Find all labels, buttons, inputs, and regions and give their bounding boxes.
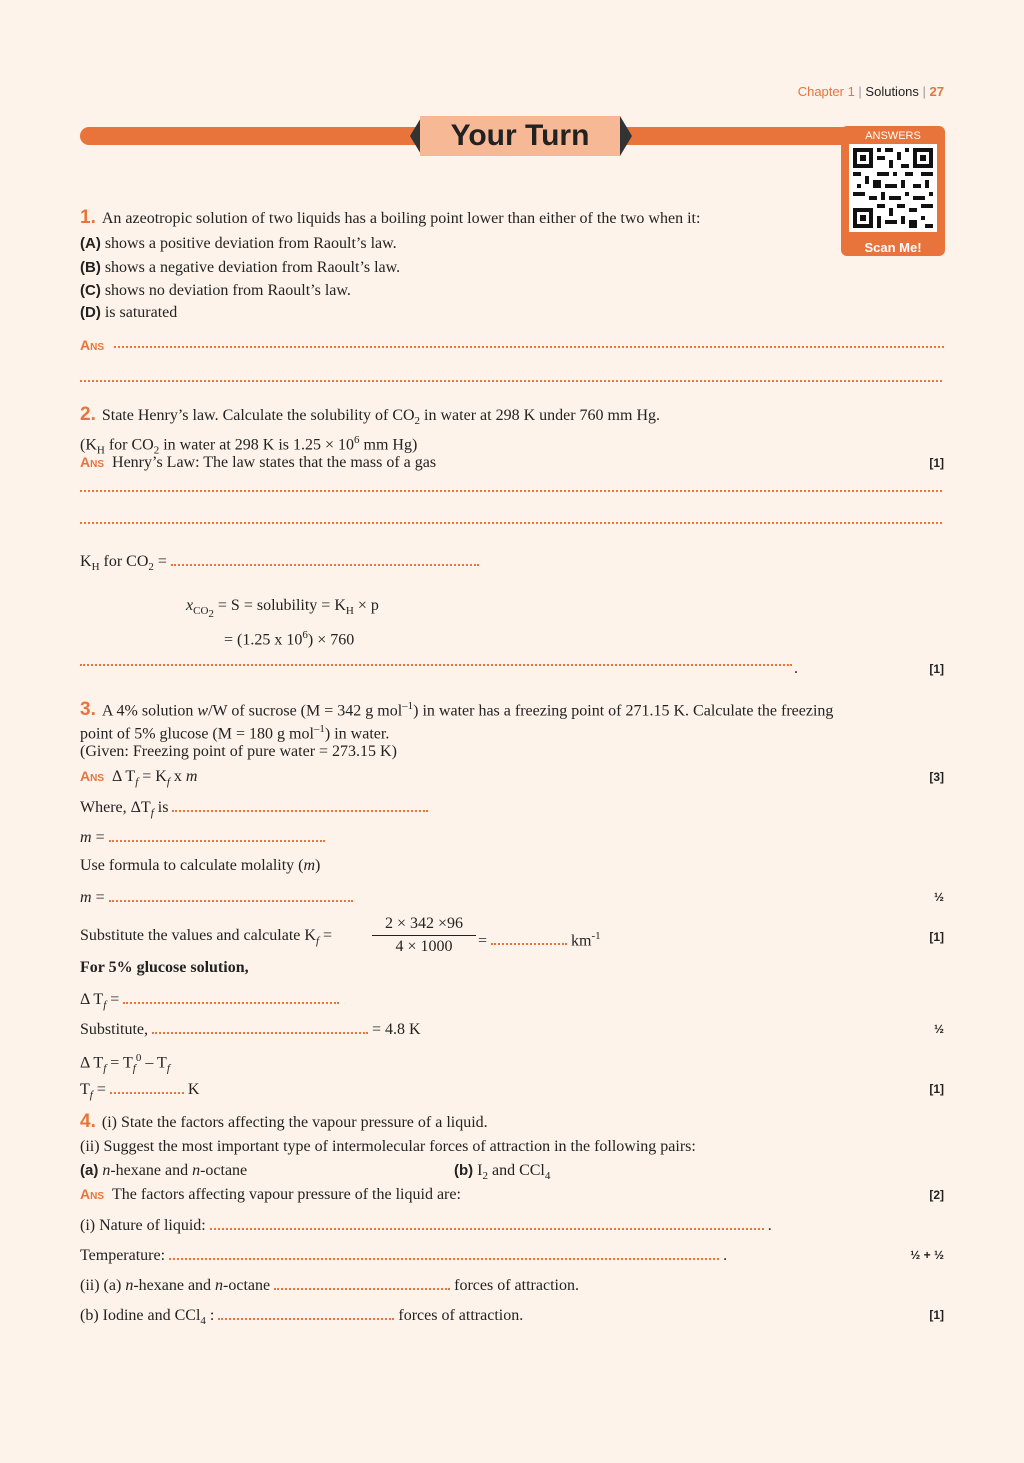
q3-m-blank[interactable]: [109, 826, 325, 842]
q2-stem: 2. State Henry’s law. Calculate the solubility of $CO_2$ in water at 298 K under 760 mm Hg.: [80, 404, 660, 428]
q3-mark-ans: [3]: [929, 770, 944, 784]
q4-nature: (i) Nature of liquid: .: [80, 1214, 772, 1236]
q1-answer-label: Ans: [80, 337, 105, 353]
q3-glucose-heading: For 5% glucose solution,: [80, 959, 249, 976]
banner-title: Your Turn: [450, 119, 590, 152]
q3-frac-num: 2 × 342 ×96: [384, 915, 464, 932]
q3-given: (Given: Freezing point of pure water = 273.15 K): [80, 743, 397, 760]
q1-option-b: (B) shows a negative deviation from Raoult’s law.: [80, 259, 401, 276]
q4-temperature-blank[interactable]: [169, 1244, 719, 1260]
q2-kh-line: $K_H$ for $CO_2$ =: [80, 550, 479, 577]
q3-substitute: Substitute, = 4.8 K: [80, 1018, 421, 1040]
q4-answer: Ans The factors affecting vapour pressure of the liquid are:: [80, 1186, 461, 1203]
page-header: Chapter 1 | Solutions | 27: [797, 84, 944, 99]
qr-top-label: ANSWERS: [865, 130, 921, 142]
q4-nature-blank[interactable]: [210, 1214, 764, 1230]
qr-bottom-label: Scan Me!: [864, 240, 922, 255]
q3-frac-bar: [372, 935, 476, 936]
q3-substitute-kf: Substitute the values and calculate $K_f$ =: [80, 927, 333, 948]
q3-where: Where, $\Delta T_f$ is: [80, 796, 428, 823]
q3-tf: $T_f = K$: [80, 1078, 199, 1105]
q3-mark-tf: [1]: [929, 1082, 944, 1096]
q1-number: 1.: [80, 207, 96, 228]
q3-line-2: point of 5% glucose (M = 180 g mol$^{-1}$) in water.: [80, 723, 390, 743]
banner-title-box: [420, 116, 620, 156]
qr-code-icon: [849, 144, 937, 232]
q3-use-formula: Use formula to calculate molality (m): [80, 857, 321, 874]
q3-m-eq: m =: [80, 826, 325, 848]
q3-fraction: [372, 914, 476, 957]
q1-option-c: (C) shows no deviation from Raoult’s law.: [80, 282, 351, 299]
page-number: 27: [929, 84, 944, 99]
q4-mark-temp: ½ + ½: [910, 1248, 944, 1262]
q1-stem: [80, 208, 700, 229]
q3-mark-half-1: ½: [933, 890, 944, 904]
q3-m-blank-2[interactable]: [109, 886, 353, 902]
q3-relation: Δ $T_f = T_f^0 - T_f$: [80, 1052, 170, 1075]
q3-substitute-blank[interactable]: [152, 1018, 368, 1034]
q4-ii-a-blank[interactable]: [274, 1274, 450, 1290]
q1-answer-line-2[interactable]: [80, 380, 942, 382]
q2-given: ($K_H$ for $CO_2$ in water at 298 K is $1.25 \times 10^6$ mm Hg): [80, 434, 418, 457]
qr-card[interactable]: [841, 126, 945, 256]
q2-calc: = (1.25 x $10^6) \times 760$: [224, 629, 355, 649]
q3-frac-den: 4 × 1000: [395, 938, 453, 955]
q3-dtf: Δ $T_f$ =: [80, 988, 339, 1015]
q1-answer-line-1[interactable]: [114, 346, 944, 348]
q2-answer-line-2[interactable]: [80, 522, 942, 524]
q4-option-a: (a) n-hexane and n-octane: [80, 1162, 248, 1179]
q1-text: An azeotropic solution of two liquids has a boiling point lower than either of the two when it:: [101, 210, 701, 227]
banner-right-notch: [620, 116, 632, 156]
q4-temperature: Temperature: .: [80, 1244, 727, 1266]
q4-option-b: (b) $I_2$ and CCl$_4$: [454, 1162, 551, 1183]
q4-iodine-blank[interactable]: [218, 1304, 394, 1320]
q4-mark-iodine: [1]: [929, 1308, 944, 1322]
q3-mark-sub: [1]: [929, 930, 944, 944]
q2-period: .: [794, 660, 798, 677]
q4-line-2: (ii) Suggest the most important type of intermolecular forces of attraction in the following pairs:: [80, 1138, 696, 1155]
q3-mark-half-2: ½: [933, 1022, 944, 1036]
q2-answer-line-3[interactable]: [80, 664, 792, 666]
q4-line-1: 4. (i) State the factors affecting the vapour pressure of a liquid.: [80, 1111, 488, 1132]
q2-mark-2: [1]: [929, 662, 944, 676]
q1-option-a: (A) shows a positive deviation from Raoult’s law.: [80, 235, 397, 252]
q3-line-1: 3. A 4% solution w/W of sucrose (M = 342 g mol$^{-1}$) in water has a freezing point of 271.15 K. Calculate the freezing: [80, 699, 834, 721]
q4-mark-ans: [2]: [929, 1188, 944, 1202]
q2-kh-blank[interactable]: [171, 550, 479, 566]
q3-answer: Ans Δ $T_f = K_f$ x m: [80, 768, 198, 789]
q4-ii-a: (ii) (a) n-hexane and n-octane forces of attraction.: [80, 1274, 579, 1296]
q3-kf-blank[interactable]: [491, 929, 567, 945]
q3-m-eq-2: m =: [80, 886, 353, 908]
section-label: Solutions: [865, 84, 919, 99]
chapter-label: Chapter 1: [797, 84, 855, 99]
q1-option-d: (D) is saturated: [80, 304, 178, 321]
q3-dtf-blank[interactable]: [123, 988, 339, 1004]
q2-answer-line-1[interactable]: [80, 490, 942, 492]
q2-answer: Ans Henry’s Law: The law states that the mass of a gas: [80, 454, 437, 471]
q3-substitute-result: = $km^{-1}$: [478, 930, 601, 950]
q3-where-blank[interactable]: [172, 796, 428, 812]
q2-mark-1: [1]: [929, 456, 944, 470]
q2-solubility-eq: $x_{CO_2} = S$ = solubility = $K_H \times p$: [186, 597, 379, 621]
q3-tf-blank[interactable]: [110, 1078, 184, 1094]
q4-iodine: (b) Iodine and CCl$_4$ : forces of attraction.: [80, 1304, 523, 1331]
